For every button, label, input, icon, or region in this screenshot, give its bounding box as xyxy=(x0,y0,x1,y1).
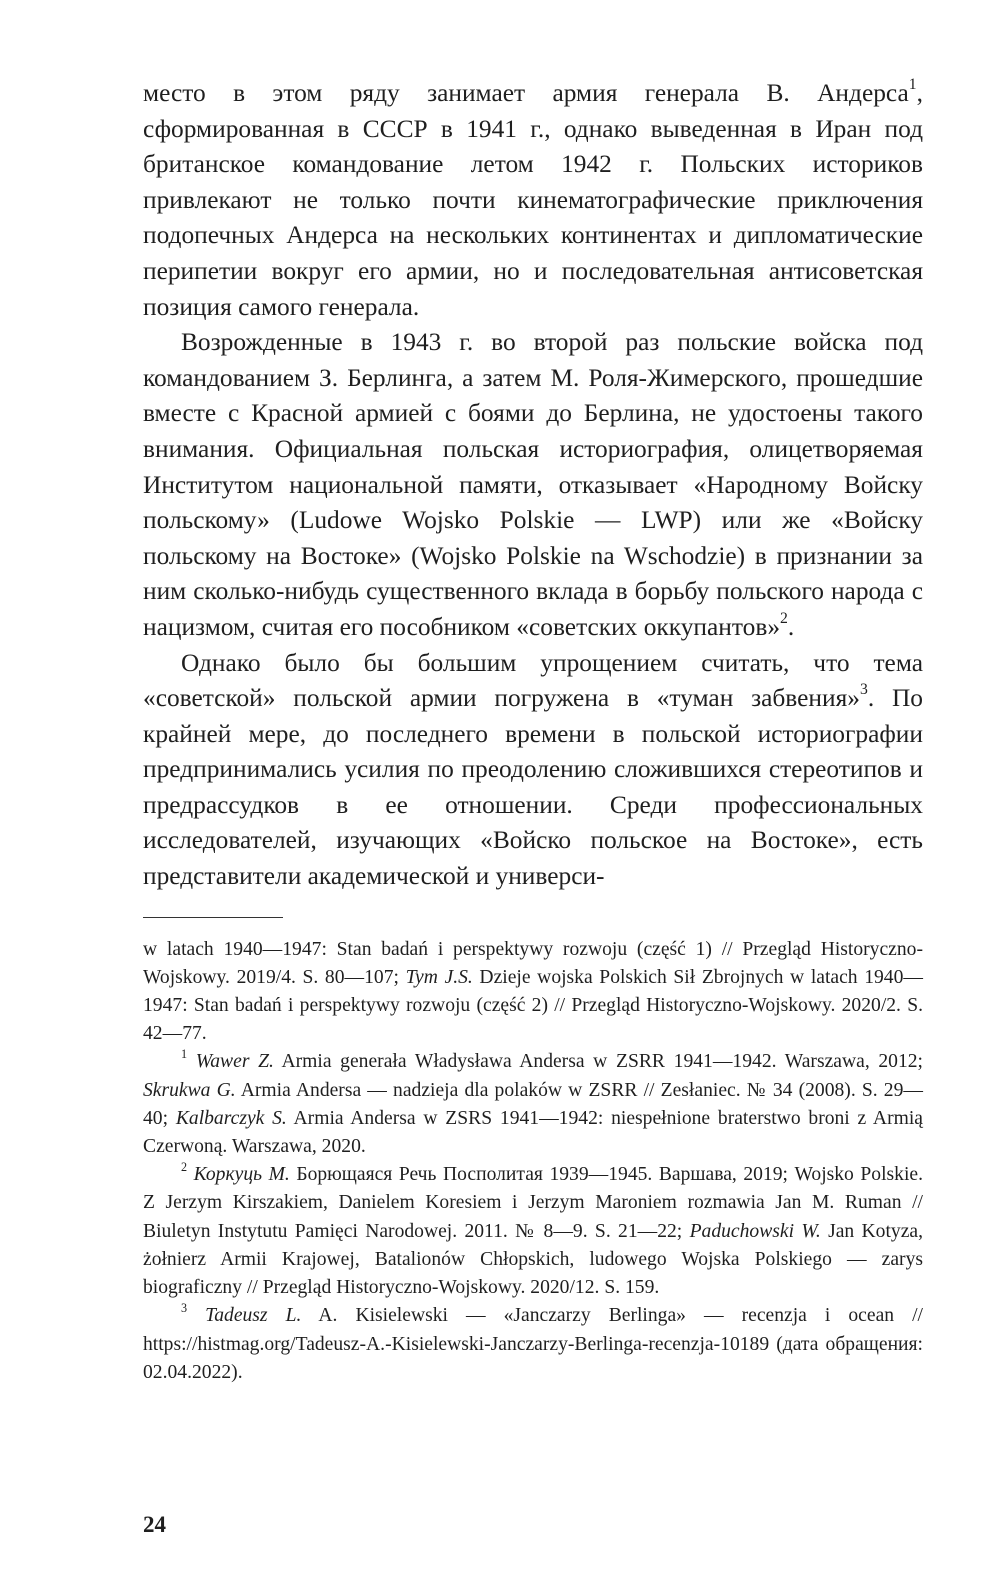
paragraph-3 xyxy=(143,646,923,895)
page-number: 24 xyxy=(143,1512,166,1537)
paragraph-text-tail: . По крайней мере, до последнего времени в польской историографии предпринимались усилия по преодолению сложившихся стереотипов и предрассудков в ее отношении. Среди профессиональных исследователей, изучающих «Войско польское на Востоке», есть представители академической и универси- xyxy=(143,684,923,891)
footnote-mark: 3 xyxy=(181,1300,188,1315)
footnote-author: Коркуць М. xyxy=(193,1164,290,1186)
paragraph-text: Возрожденные в 1943 г. во второй раз польские войска под командованием З. Берлинга, а затем М. Роля-Жимерского, прошедшие вместе с Красной армией с боями до Берлина, не удостоены такого внимания. Официальная польская историография, олицетворяемая Институтом национальной памяти, отказывает «Народному Войску польскому» (Ludowe Wojsko Polskie — LWP) или же «Войску польскому на Востоке» (Wojsko Polskie na Wschodzie) в признании за ним сколько-нибудь существенного вклада в борьбу польского народа с нацизмом, считая его пособником «советских оккупантов» xyxy=(143,328,923,641)
footnote-text: Armia generała Władysława Andersa w ZSRR 1941—1942. Warszawa, 2012; xyxy=(273,1051,924,1073)
footnote-mark: 1 xyxy=(181,1047,188,1062)
paragraph-text: место в этом ряду занимает армия генерала В. Андерса xyxy=(143,79,909,107)
paragraph-text: Однако было бы большим упрощением считать, что тема «советской» польской армии погружена в «туман забвения» xyxy=(143,648,923,713)
footnote-author: Tadeusz L. xyxy=(205,1305,302,1327)
footnote-ref-2: 2 xyxy=(780,610,788,628)
footnotes xyxy=(143,936,923,1387)
paragraph-text-tail: , сформированная в СССР в 1941 г., однако выведенная в Иран под британское командование летом 1942 г. Польских историков привлекают не только почти кинематографические приключения подопечных Андерса на нескольких континентах и дипломатические перипетии вокруг его армии, но и последовательная антисоветская позиция самого генерала. xyxy=(143,79,923,321)
footnote-continuation xyxy=(143,936,923,1049)
paragraph-2 xyxy=(143,325,923,645)
footnote-author: Wawer Z. xyxy=(195,1051,274,1073)
footnote-text: Armia Andersa w ZSRS 1941—1942: niespełnione braterstwo broni z Armią Czerwoną. Warszawa, 2020. xyxy=(143,1107,923,1158)
footnote-text: A. Kisielewski — «Janczarzy Berlinga» — recenzja i ocean // https://histmag.org/Tadeusz-A.-Kisielewski-Janczarzy-Berlinga-recenzja-10189 (дата обращения: 02.04.2022). xyxy=(143,1305,923,1383)
footnote-author: Kalbarczyk S. xyxy=(175,1107,287,1129)
footnote-mark: 2 xyxy=(181,1159,188,1174)
paragraph-1 xyxy=(143,76,923,325)
footnote-ref-1: 1 xyxy=(908,76,917,94)
footnote-3 xyxy=(143,1302,923,1387)
footnote-ref-3: 3 xyxy=(859,681,868,699)
main-text xyxy=(143,76,923,895)
footnote-divider xyxy=(143,917,283,918)
footnote-text: w latach 1940—1947: Stan badań i perspektywy rozwoju (część 1) // Przegląd Historyczno-Wojskowy. 2019/4. S. 80—107; xyxy=(143,938,923,988)
book-page xyxy=(143,76,923,1387)
paragraph-text-tail: . xyxy=(787,612,795,641)
footnote-1 xyxy=(143,1048,923,1161)
footnote-text: Борющаяся Речь Посполитая 1939—1945. Варшава, 2019; Wojsko Polskie. Z Jerzym Kirszakiem, Danielem Koresiem i Jerzym Maroniem rozmawia Jan M. Ruman // Biuletyn Instytutu Pamięci Narodowej. 2011. № 8—9. S. 21—22; xyxy=(143,1164,923,1242)
footnote-text: Armia Andersa — nadzieja dla polaków w ZSRR // Zesłaniec. № 34 (2008). S. 29—40; xyxy=(143,1079,923,1129)
footnote-text: Dzieje wojska Polskich Sił Zbrojnych w latach 1940—1947: Stan badań i perspektywy rozwoju (część 2) // Przegląd Historyczno-Wojskowy. 2020/2. S. 42—77. xyxy=(143,966,923,1045)
footnote-author: Skrukwa G. xyxy=(143,1079,236,1101)
footnote-text: Jan Kotyza, żołnierz Armii Krajowej, Batalionów Chłopskich, ludowego Wojska Polskiego — zarys biograficzny // Przegląd Historyczno-Wojskowy. 2020/12. S. 159. xyxy=(143,1220,923,1299)
footnote-author: Tym J.S. xyxy=(405,966,473,988)
footnote-author: Paduchowski W. xyxy=(689,1220,821,1242)
footnote-2 xyxy=(143,1161,923,1302)
